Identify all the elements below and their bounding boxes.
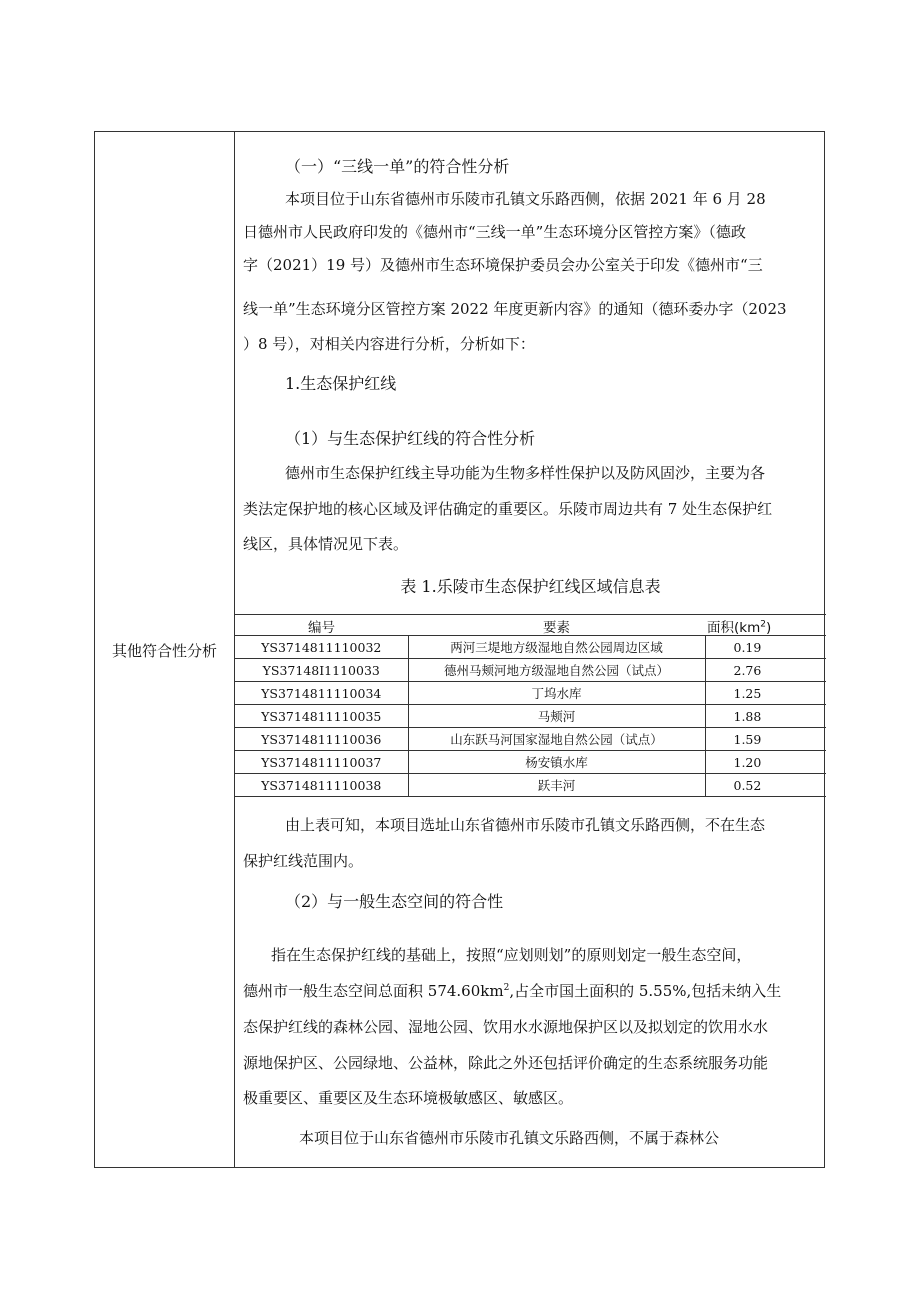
table-caption: 表 1.乐陵市生态保护红线区域信息表: [400, 577, 661, 596]
cell-element: 德州马颊河地方级湿地自然公园（试点）: [408, 659, 705, 682]
paragraph-line: 线区，具体情况见下表。: [243, 535, 409, 553]
cell-code: YS3714811110037: [235, 751, 408, 774]
cell-element: 跃丰河: [408, 774, 705, 797]
cell-element: 两河三堤地方级湿地自然公园周边区域: [408, 636, 705, 659]
cell-code: YS3714811110035: [235, 705, 408, 728]
table-header-row: [235, 615, 826, 636]
cell-element: 丁坞水库: [408, 682, 705, 705]
table-row: [235, 705, 826, 728]
cell-area: 0.19: [705, 636, 826, 659]
table-row: [235, 751, 826, 774]
cell-code: YS3714811110038: [235, 774, 408, 797]
heading-three-lines: （一）“三线一单”的符合性分析: [285, 157, 510, 176]
cell-element: 山东跃马河国家湿地自然公园（试点）: [408, 728, 705, 751]
header-element: 要素: [408, 615, 705, 636]
cell-element: 杨安镇水库: [408, 751, 705, 774]
table-row: [235, 682, 826, 705]
conclusion-line: 由上表可知，本项目选址山东省德州市乐陵市孔镇文乐路西侧，不在生态: [285, 816, 766, 834]
cell-code: YS37148I1110033: [235, 659, 408, 682]
table-row: [235, 728, 826, 751]
red-line-table: [235, 614, 826, 797]
intro-line: 字（2021）19 号）及德州市生态环境保护委员会办公室关于印发《德州市“三: [243, 256, 763, 274]
heading-red-line-analysis: （1）与生态保护红线的符合性分析: [285, 429, 536, 448]
cell-area: 1.88: [705, 705, 826, 728]
conclusion-line: 保护红线范围内。: [243, 852, 364, 870]
last-line: 本项目位于山东省德州市乐陵市孔镇文乐路西侧，不属于森林公: [299, 1129, 720, 1147]
cell-code: YS3714811110036: [235, 728, 408, 751]
left-label: 其他符合性分析: [111, 642, 217, 660]
cell-area: 0.52: [705, 774, 826, 797]
table-row: [235, 659, 826, 682]
cell-code: YS3714811110032: [235, 636, 408, 659]
paragraph-line: 指在生态保护红线的基础上，按照“应划则划”的原则划定一般生态空间，: [271, 946, 752, 964]
paragraph-line: 极重要区、重要区及生态环境极敏感区、敏感区。: [243, 1089, 574, 1107]
paragraph-line: 德州市一般生态空间总面积 $574.60km^2$,占全市国土面积的 5.55%,包括未纳入生: [243, 982, 782, 1000]
intro-line: 日德州市人民政府印发的《德州市“三线一单”生态环境分区管控方案》（德政: [243, 223, 746, 241]
intro-line: ）8 号），对相关内容进行分析，分析如下：: [243, 335, 535, 353]
cell-area: 1.25: [705, 682, 826, 705]
header-area: 面积$(km^2)$: [705, 615, 826, 636]
heading-red-line: 1.生态保护红线: [285, 374, 397, 393]
document-frame: [94, 131, 825, 1168]
cell-area: 1.20: [705, 751, 826, 774]
paragraph-line: 类法定保护地的核心区域及评估确定的重要区。乐陵市周边共有 7 处生态保护红: [243, 500, 773, 518]
heading-general-space: （2）与一般生态空间的符合性: [285, 892, 504, 911]
header-code: 编号: [235, 615, 408, 636]
table-row: [235, 636, 826, 659]
cell-element: 马颊河: [408, 705, 705, 728]
paragraph-line: 态保护红线的森林公园、湿地公园、饮用水水源地保护区以及拟划定的饮用水水: [243, 1018, 769, 1036]
paragraph-line: 源地保护区、公园绿地、公益林，除此之外还包括评价确定的生态系统服务功能: [243, 1054, 769, 1072]
cell-area: 1.59: [705, 728, 826, 751]
intro-line: 线一单”生态环境分区管控方案 2022 年度更新内容》的通知（德环委办字（2023: [243, 300, 787, 318]
cell-area: 2.76: [705, 659, 826, 682]
intro-line: 本项目位于山东省德州市乐陵市孔镇文乐路西侧，依据 2021 年 6 月 28: [285, 190, 766, 208]
paragraph-line: 德州市生态保护红线主导功能为生物多样性保护以及防风固沙，主要为各: [285, 464, 766, 482]
table-row: [235, 774, 826, 797]
cell-code: YS3714811110034: [235, 682, 408, 705]
